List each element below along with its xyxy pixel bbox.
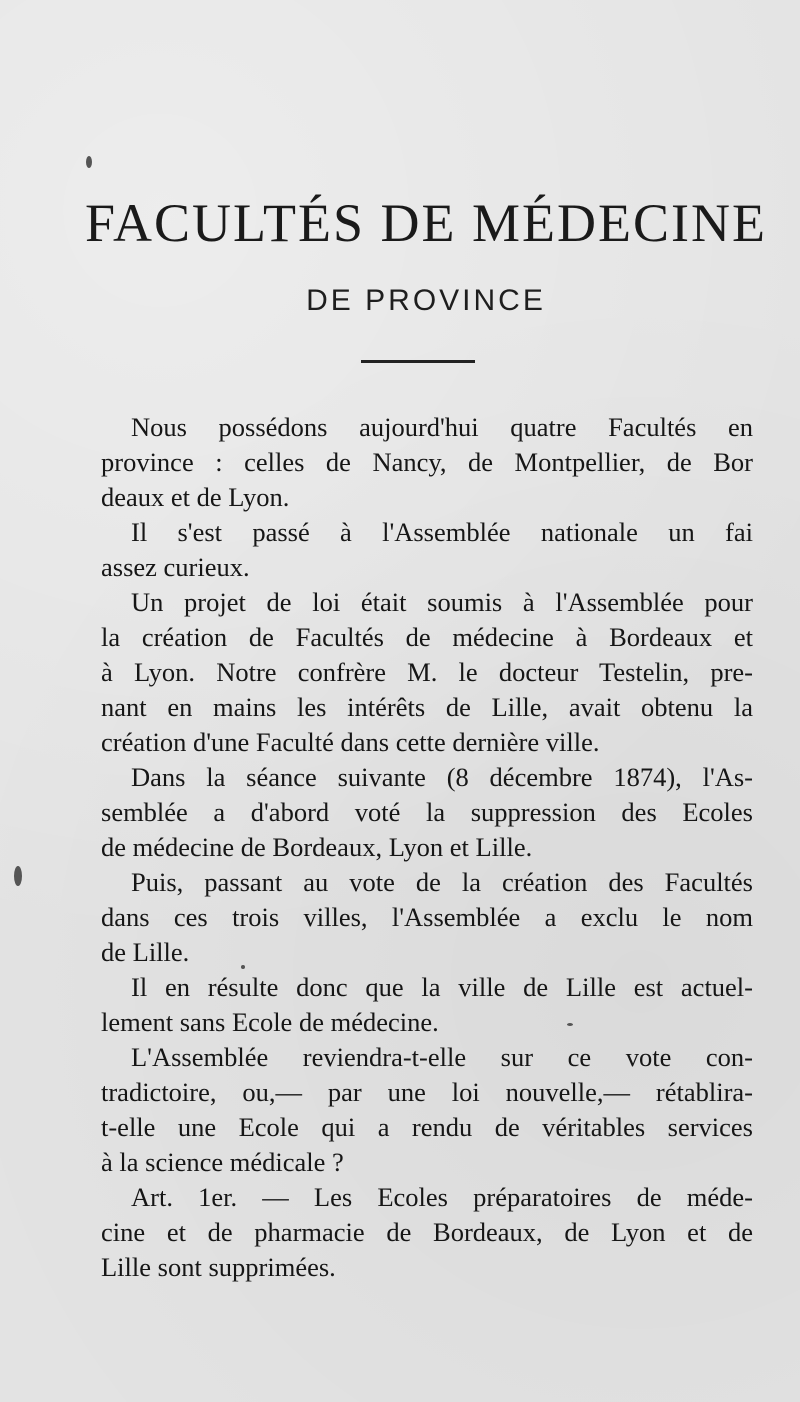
text-line: cine et de pharmacie de Bordeaux, de Lyon et de [101, 1217, 753, 1247]
text-line: Lille sont supprimées. [101, 1252, 336, 1282]
text-line: Dans la séance suivante (8 décembre 1874), l'As- [131, 762, 753, 792]
text-line: à la science médicale ? [101, 1147, 344, 1177]
text-line: création d'une Faculté dans cette dernière ville. [101, 727, 600, 757]
text-line: lement sans Ecole de médecine. [101, 1007, 439, 1037]
text-line: Art. 1er. — Les Ecoles préparatoires de méde- [131, 1182, 753, 1212]
text-line: t-elle une Ecole qui a rendu de véritables services [101, 1112, 753, 1142]
text-line: Nous possédons aujourd'hui quatre Facultés en [131, 412, 753, 442]
text-line: L'Assemblée reviendra-t-elle sur ce vote con- [131, 1042, 753, 1072]
text-line: Un projet de loi était soumis à l'Assemblée pour [131, 587, 753, 617]
page-title: FACULTÉS DE MÉDECINE [84, 193, 767, 253]
text-line: nant en mains les intérêts de Lille, avait obtenu la [101, 692, 753, 722]
text-line: de Lille. [101, 937, 190, 967]
page-subtitle: DE PROVINCE [306, 284, 546, 317]
text-line: Il en résulte donc que la ville de Lille est actuel- [131, 972, 753, 1002]
ink-speck [241, 965, 245, 969]
text-line: dans ces trois villes, l'Assemblée a exclu le nom [101, 902, 753, 932]
text-line: la création de Facultés de médecine à Bordeaux et [101, 622, 753, 652]
text-line: tradictoire, ou,— par une loi nouvelle,— rétablira- [101, 1077, 753, 1107]
ink-speck [86, 156, 92, 168]
body-text [101, 410, 753, 1285]
text-line: Puis, passant au vote de la création des Facultés [131, 867, 753, 897]
text-line: province : celles de Nancy, de Montpellier, de Bor [101, 447, 753, 477]
text-line: à Lyon. Notre confrère M. le docteur Testelin, pre- [101, 657, 753, 687]
ink-speck [567, 1023, 573, 1026]
text-line: de médecine de Bordeaux, Lyon et Lille. [101, 832, 533, 862]
text-line: Il s'est passé à l'Assemblée nationale un fai [131, 517, 753, 547]
text-line: deaux et de Lyon. [101, 482, 290, 512]
text-line: semblée a d'abord voté la suppression des Ecoles [101, 797, 753, 827]
text-line: assez curieux. [101, 552, 250, 582]
title-rule [361, 360, 475, 363]
ink-speck [14, 866, 22, 886]
